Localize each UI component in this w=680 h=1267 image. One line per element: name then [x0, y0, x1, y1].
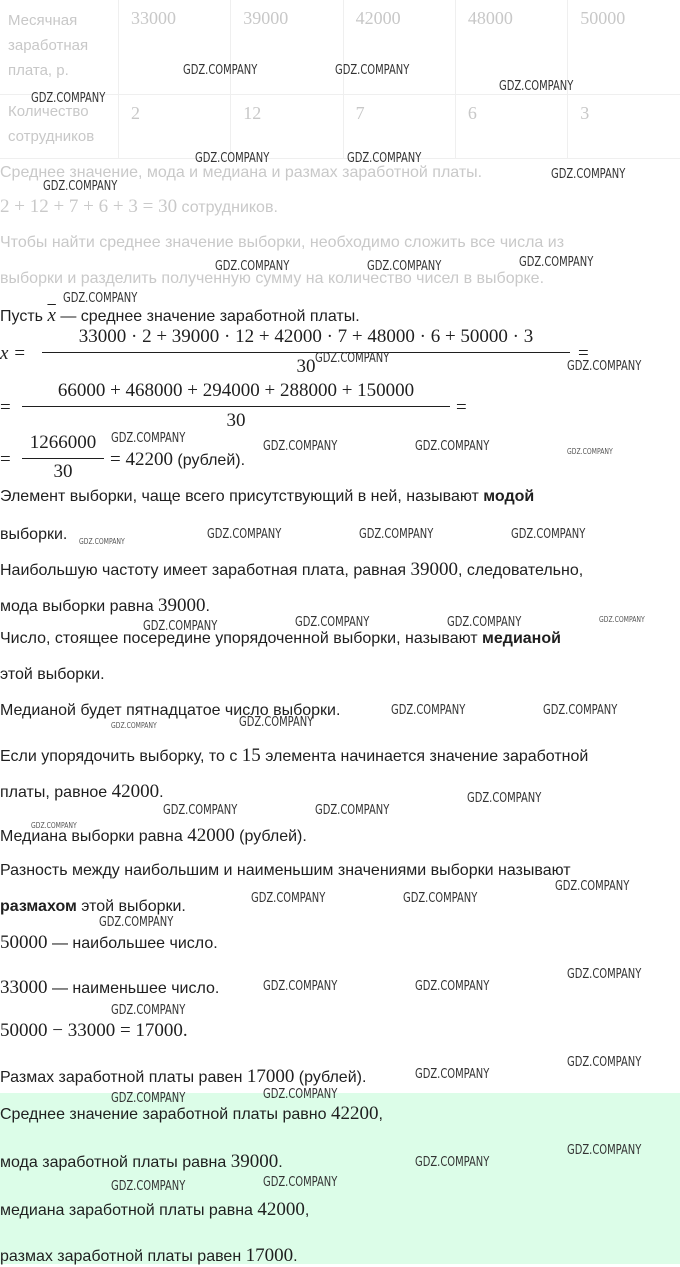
eq2-numerator: 66000 + 468000 + 294000 + 288000 + 150000 — [57, 380, 415, 401]
watermark: GDZ.COMPANY — [467, 791, 542, 806]
answer-text: . — [293, 1248, 298, 1265]
median-text: (рублей). — [234, 828, 307, 845]
eq3-denominator: 30 — [53, 461, 73, 482]
eq3-lhs: = — [0, 449, 11, 470]
median-text: Если упорядочить выборку, то с — [0, 748, 242, 765]
median-term: медианой — [482, 630, 561, 647]
watermark: GDZ.COMPANY — [295, 615, 370, 630]
table-cell: 33000 — [119, 0, 231, 94]
watermark: GDZ.COMPANY — [415, 979, 490, 994]
mode-definition-text: Элемент выборки, чаще всего присутствующий в ней, называют — [0, 488, 484, 505]
watermark: GDZ.COMPANY — [143, 619, 218, 634]
median-text: . — [159, 784, 164, 801]
median-value: 42000 — [187, 825, 235, 846]
watermark: GDZ.COMPANY — [599, 615, 645, 624]
eq2-equals: = — [456, 397, 467, 418]
mode-definition-line — [0, 488, 534, 506]
mode-text: мода выборки равна — [0, 598, 159, 615]
eq1-denominator: 30 — [296, 356, 316, 377]
answer-text: медиана заработной платы равна — [0, 1202, 258, 1219]
watermark: GDZ.COMPANY — [567, 967, 642, 982]
watermark: GDZ.COMPANY — [415, 1155, 490, 1170]
median-line-1 — [0, 745, 588, 767]
watermark: GDZ.COMPANY — [263, 439, 338, 454]
mode-line-1 — [0, 559, 583, 581]
answer-text: Среднее значение заработной платы равно — [0, 1106, 331, 1123]
employee-count-line — [0, 196, 278, 218]
watermark: GDZ.COMPANY — [543, 703, 618, 718]
range-value: 17000 — [246, 1066, 295, 1087]
let-prefix: Пусть — [0, 308, 48, 325]
table-cell: 39000 — [231, 0, 343, 94]
answer-text: , — [304, 1202, 310, 1219]
range-definition-end — [0, 898, 186, 916]
answer-line-2 — [0, 1151, 283, 1173]
range-result-line — [0, 1066, 366, 1088]
table-cell: 50000 — [568, 0, 680, 94]
eq1-fraction-bar — [42, 352, 570, 353]
table-cell: 42000 — [343, 0, 455, 94]
let-line — [0, 305, 360, 327]
watermark: GDZ.COMPANY — [567, 1055, 642, 1070]
watermark: GDZ.COMPANY — [63, 291, 138, 306]
let-suffix: — среднее значение заработной платы. — [55, 308, 360, 325]
mode-text: Наибольшую частоту имеет заработная плата, равная — [0, 562, 411, 579]
median-definition-text: Число, стоящее посередине упорядоченной выборки, называют — [0, 630, 483, 647]
table-cell: 2 — [119, 94, 231, 158]
count-suffix: сотрудников. — [177, 199, 278, 216]
x-bar-symbol: $\overline{x}$ — [47, 305, 56, 326]
watermark: GDZ.COMPANY — [499, 79, 574, 94]
watermark: GDZ.COMPANY — [99, 915, 174, 930]
watermark: GDZ.COMPANY — [183, 63, 258, 78]
watermark: GDZ.COMPANY — [111, 1091, 186, 1106]
watermark: GDZ.COMPANY — [315, 351, 390, 366]
min-line — [0, 977, 219, 999]
min-value: 33000 — [0, 977, 48, 998]
row-header-employees: Количество сотрудников — [0, 94, 119, 158]
mode-line-2 — [0, 595, 210, 617]
eq3-result-line — [110, 449, 245, 471]
watermark: GDZ.COMPANY — [263, 979, 338, 994]
table-cell: 3 — [568, 94, 680, 158]
median-text: элемента начинается значение заработной — [260, 748, 589, 765]
watermark: GDZ.COMPANY — [263, 1175, 338, 1190]
watermark: GDZ.COMPANY — [415, 439, 490, 454]
table-cell: 7 — [343, 94, 455, 158]
range-text: этой выборки. — [76, 898, 186, 915]
intro-text: Среднее значение, мода и медиана и размах заработной платы. — [0, 164, 483, 181]
answer-value: 42000 — [257, 1199, 305, 1220]
max-line — [0, 932, 218, 954]
watermark: GDZ.COMPANY — [111, 1179, 186, 1194]
answer-line-1 — [0, 1103, 383, 1125]
range-term: размахом — [0, 898, 77, 915]
range-definition-line: Разность между наибольшим и наименьшим значениями выборки называют — [0, 862, 571, 879]
watermark: GDZ.COMPANY — [335, 63, 410, 78]
range-text: Размах заработной платы равен — [0, 1069, 247, 1086]
watermark: GDZ.COMPANY — [215, 259, 290, 274]
watermark: GDZ.COMPANY — [403, 891, 478, 906]
median-index: 15 — [241, 745, 261, 766]
watermark: GDZ.COMPANY — [347, 151, 422, 166]
range-calculation: 50000 − 33000 = 17000. — [0, 1020, 188, 1041]
eq2-lhs: = — [0, 397, 11, 418]
mode-definition-end: выборки. — [0, 526, 68, 543]
watermark: GDZ.COMPANY — [447, 615, 522, 630]
mean-rule-line-2: выборки и разделить полученную сумму на количество чисел в выборке. — [0, 270, 545, 287]
watermark: GDZ.COMPANY — [511, 527, 586, 542]
median-value: 42000 — [111, 781, 160, 802]
watermark: GDZ.COMPANY — [251, 891, 326, 906]
mode-text: , следовательно, — [457, 562, 584, 579]
table-cell: 6 — [455, 94, 567, 158]
mean-rule-line-1: Чтобы найти среднее значение выборки, необходимо сложить все числа из — [0, 234, 565, 251]
watermark: GDZ.COMPANY — [195, 151, 270, 166]
answer-value: 17000 — [245, 1245, 294, 1266]
watermark: GDZ.COMPANY — [551, 167, 626, 182]
mode-value: 39000 — [410, 559, 458, 580]
eq1-lhs: x = — [0, 343, 27, 364]
eq3-result: = 42200 — [110, 449, 173, 470]
answer-text: размах заработной платы равен — [0, 1248, 246, 1265]
watermark: GDZ.COMPANY — [111, 721, 157, 730]
mode-term: модой — [483, 488, 535, 505]
mode-value: 39000 — [158, 595, 206, 616]
min-text: — наименьшее число. — [47, 980, 220, 997]
eq3-unit: (рублей). — [172, 452, 246, 469]
eq2-denominator: 30 — [226, 410, 246, 431]
median-position-line: Медианой будет пятнадцатое число выборки. — [0, 702, 341, 719]
range-text: (рублей). — [294, 1069, 367, 1086]
table-row — [0, 0, 680, 94]
table-cell: 48000 — [455, 0, 567, 94]
median-line-2 — [0, 781, 164, 803]
eq1-equals: = — [578, 343, 589, 364]
watermark: GDZ.COMPANY — [567, 1143, 642, 1158]
watermark: GDZ.COMPANY — [79, 537, 125, 546]
watermark: GDZ.COMPANY — [31, 91, 106, 106]
median-text: Медиана выборки равна — [0, 828, 188, 845]
answer-text: . — [278, 1154, 283, 1171]
median-definition-line — [0, 630, 561, 648]
answer-text: мода заработной платы равна — [0, 1154, 231, 1171]
watermark: GDZ.COMPANY — [367, 259, 442, 274]
median-text: платы, равное — [0, 784, 112, 801]
max-value: 50000 — [0, 932, 48, 953]
watermark: GDZ.COMPANY — [263, 1087, 338, 1102]
watermark: GDZ.COMPANY — [359, 527, 434, 542]
watermark: GDZ.COMPANY — [207, 527, 282, 542]
watermark: GDZ.COMPANY — [163, 803, 238, 818]
max-text: — наибольшее число. — [47, 935, 218, 952]
salary-table — [0, 0, 680, 159]
watermark: GDZ.COMPANY — [111, 431, 186, 446]
eq3-fraction-bar — [22, 458, 104, 459]
answer-line-3 — [0, 1199, 309, 1221]
watermark: GDZ.COMPANY — [31, 821, 77, 830]
eq1-numerator: 33000 · 2 + 39000 · 12 + 42000 · 7 + 48000 · 6 + 50000 · 3 — [78, 326, 534, 347]
eq3-numerator: 1266000 — [29, 432, 97, 453]
watermark: GDZ.COMPANY — [111, 1003, 186, 1018]
answer-value: 39000 — [230, 1151, 279, 1172]
answer-text: , — [378, 1106, 383, 1123]
watermark: GDZ.COMPANY — [519, 255, 594, 270]
watermark: GDZ.COMPANY — [391, 703, 466, 718]
table-cell: 12 — [231, 94, 343, 158]
watermark: GDZ.COMPANY — [315, 803, 390, 818]
watermark: GDZ.COMPANY — [555, 879, 630, 894]
count-formula: 2 + 12 + 7 + 6 + 3 = 30 — [0, 196, 178, 217]
median-definition-end: этой выборки. — [0, 666, 105, 683]
eq2-fraction-bar — [22, 406, 450, 407]
row-header-salary: Месячная заработная плата, р. — [0, 0, 119, 94]
answer-value: 42200 — [330, 1103, 379, 1124]
watermark: GDZ.COMPANY — [239, 715, 314, 730]
watermark: GDZ.COMPANY — [567, 359, 642, 374]
watermark: GDZ.COMPANY — [415, 1067, 490, 1082]
mode-text: . — [205, 598, 210, 615]
watermark: GDZ.COMPANY — [43, 179, 118, 194]
watermark: GDZ.COMPANY — [567, 447, 613, 456]
